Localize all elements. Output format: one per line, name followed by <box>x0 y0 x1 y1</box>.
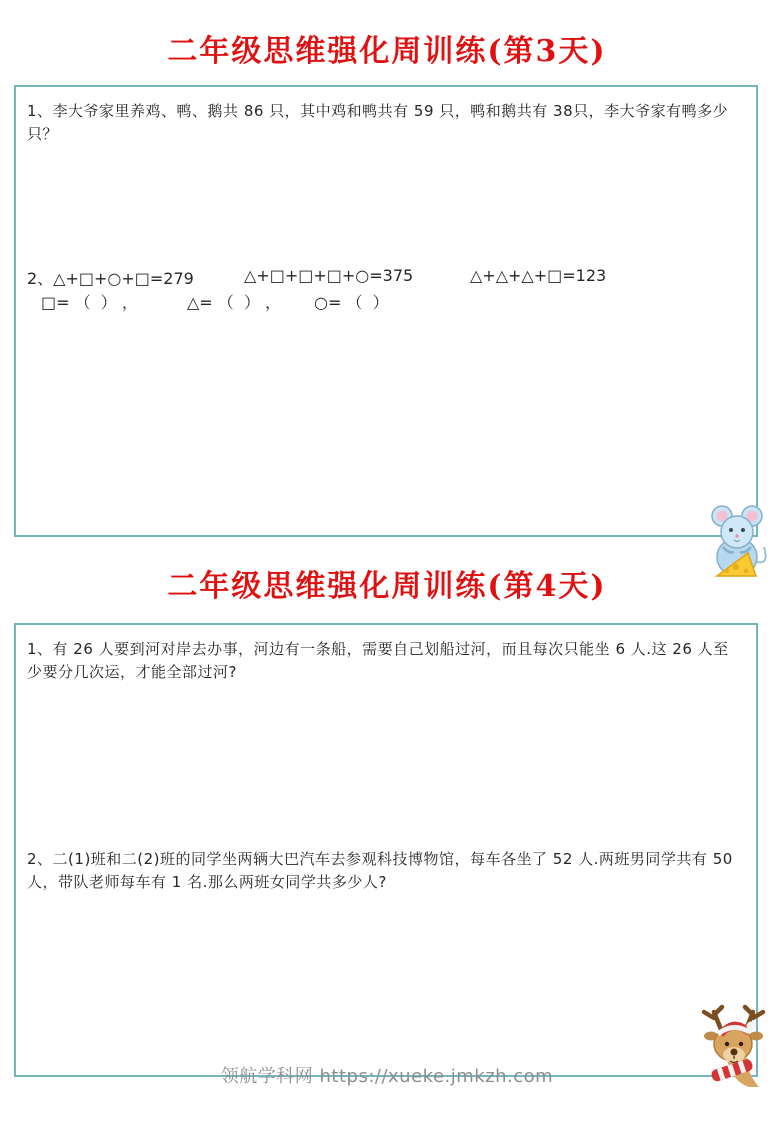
day3-equation-3: △+△+△+□=123 <box>470 266 607 285</box>
day3-problem2-equations <box>27 266 606 289</box>
day3-answer-blank-circle: ○= （ ） <box>314 293 389 312</box>
day4-problem1-text: 1、有 26 人要到河对岸去办事，河边有一条船，需要自己划船过河，而且每次只能坐 6 人.这 26 人至少要分几次运，才能全部过河? <box>27 640 729 681</box>
day3-answer-blank-triangle: △= （ ） ， <box>187 293 282 312</box>
day3-equation-1: 2、△+□+○+□=279 <box>27 269 194 288</box>
day3-problem1-text: 1、李大爷家里养鸡、鸭、鹅共 86 只，其中鸡和鸭共有 59 只，鸭和鹅共有 38只，李大爷家有鸭多少只？ <box>27 102 729 143</box>
mouse-cheese-illustration <box>706 499 768 584</box>
watermark-text: 领航学科网 https://xueke.jmkzh.com <box>220 1066 554 1087</box>
reindeer-illustration <box>697 1002 770 1089</box>
day4-problem2-text: 2、二(1)班和二(2)班的同学坐两辆大巴汽车去参观科技博物馆，每车各坐了 52 人.两班男同学共有 50 人，带队老师每车有 1 名.那么两班女同学共多少人? <box>27 850 733 891</box>
worksheet-title-day4: 二年级思维强化周训练(第4天) <box>167 569 607 604</box>
day3-answer-blank-square: □= （ ） ， <box>41 293 138 312</box>
day3-equation-2: △+□+□+□+○=375 <box>244 266 414 285</box>
day3-problem2-answer-blanks <box>41 290 389 313</box>
worksheet-title-day3: 二年级思维强化周训练(第3天) <box>167 34 607 69</box>
